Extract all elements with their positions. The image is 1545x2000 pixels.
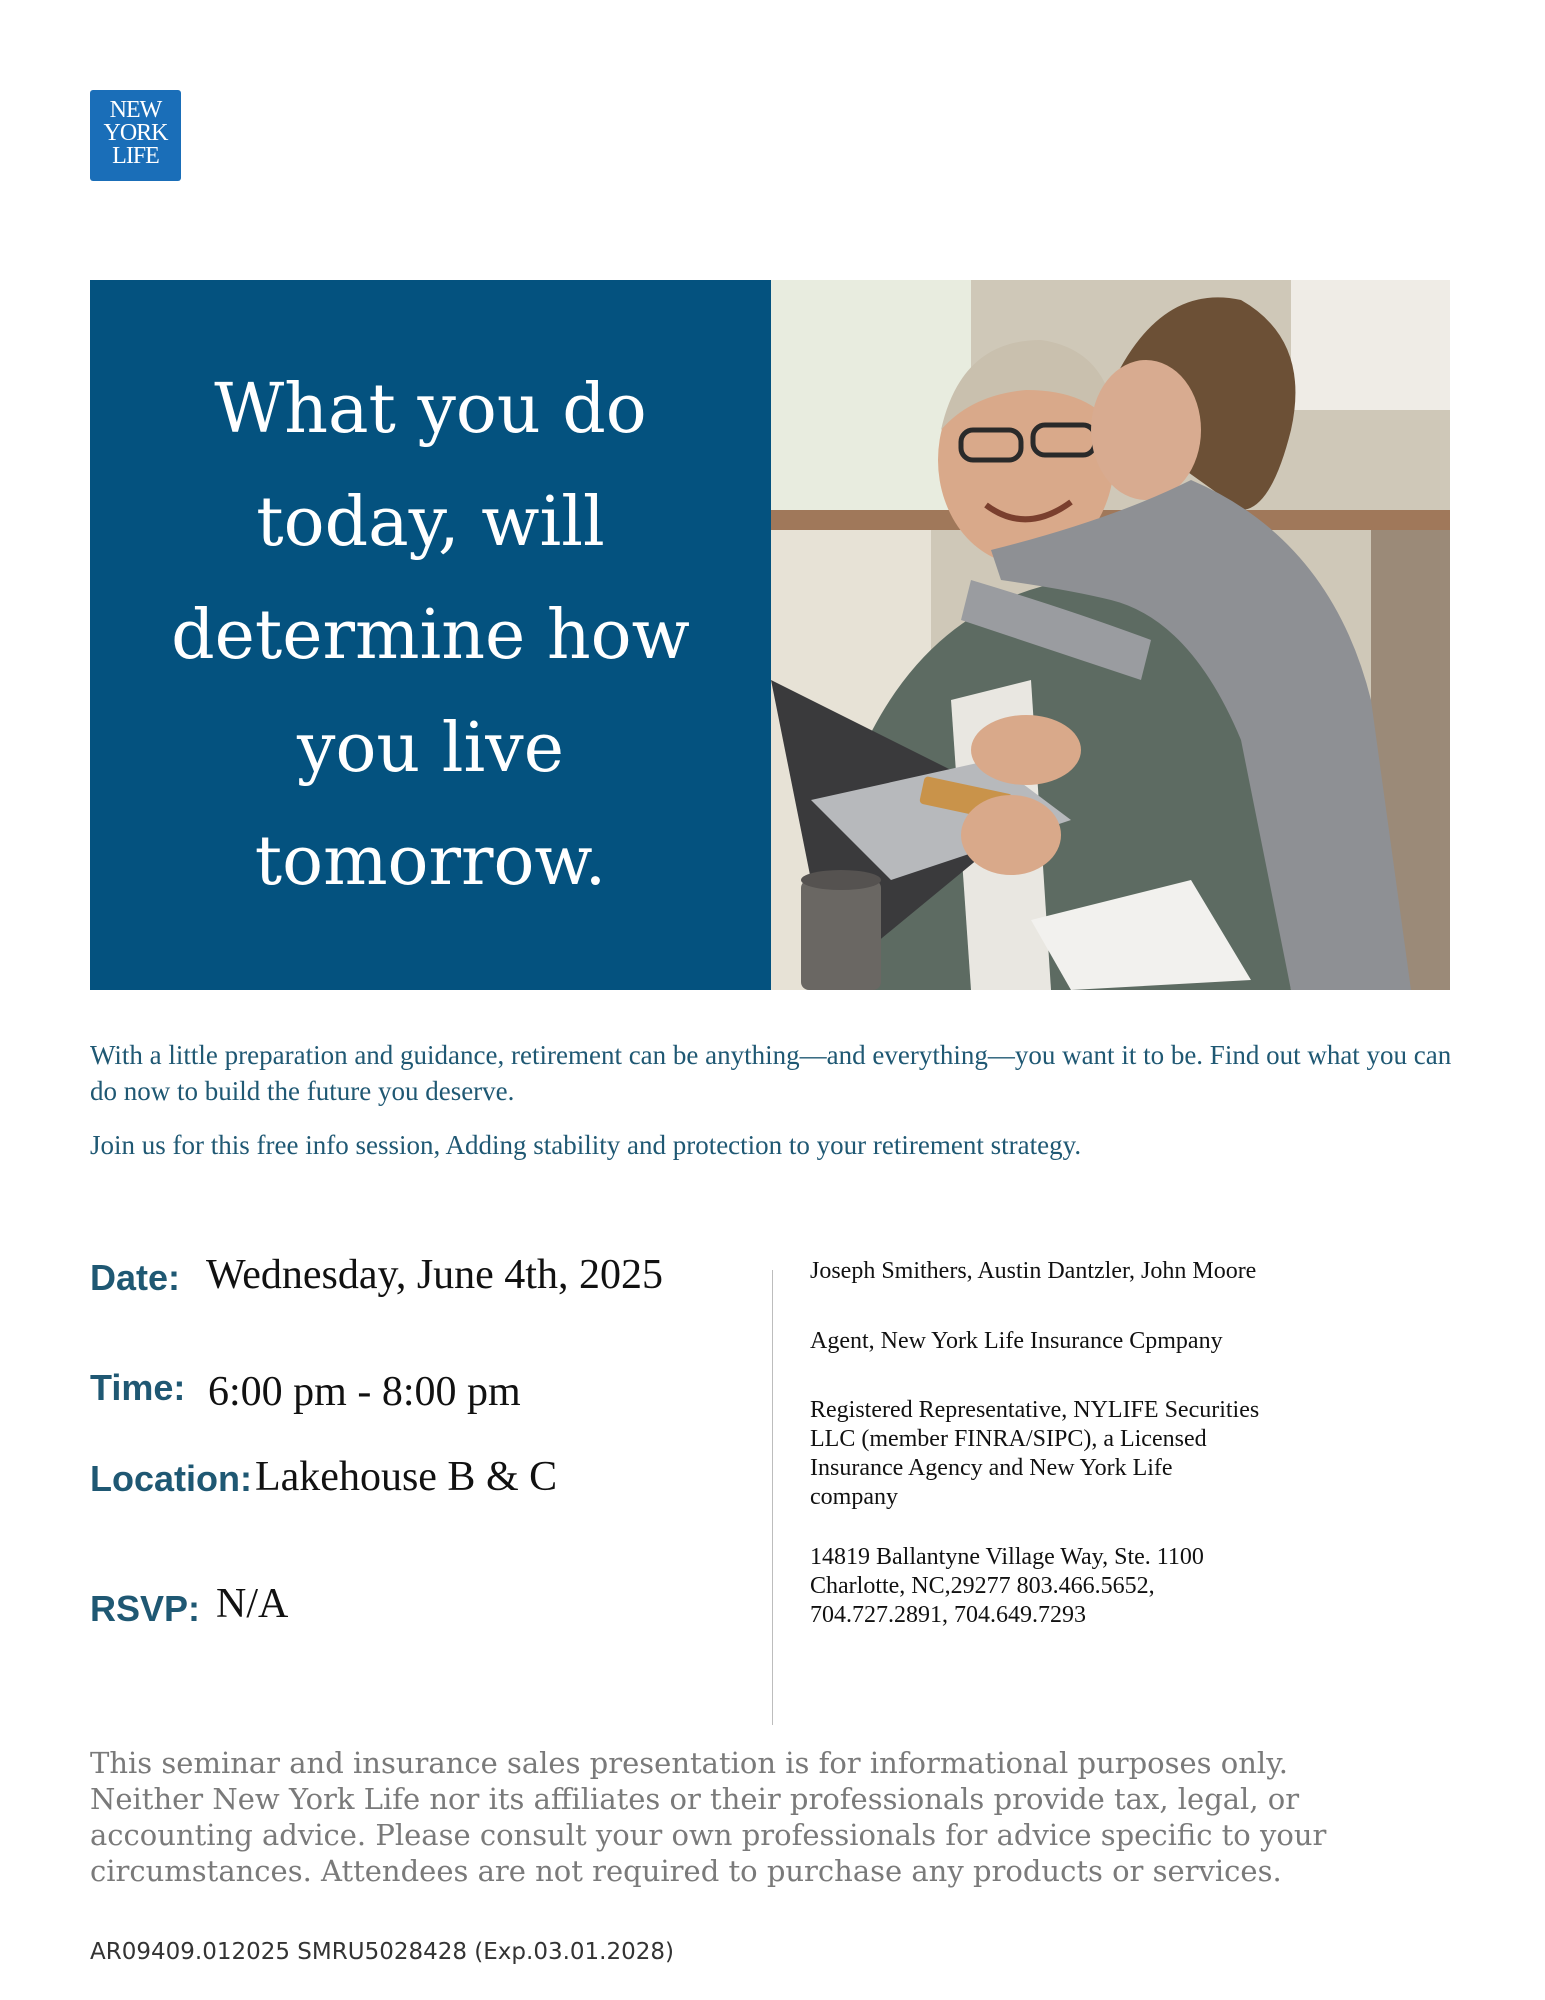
intro-section: [90, 1037, 1470, 1163]
agent-title: [810, 1327, 1370, 1356]
rsvp-label: RSVP:: [90, 1588, 201, 1629]
time-value: 6:00 pm - 8:00 pm: [208, 1369, 521, 1415]
logo-line-3: LIFE: [112, 143, 159, 169]
agent-title-text: Agent, New York Life Insurance Cpmpany: [810, 1328, 1223, 1354]
location-value: Lakehouse B & C: [255, 1454, 558, 1500]
rsvp-value: N/A: [216, 1581, 289, 1627]
agent-registration: [810, 1396, 1370, 1512]
agent-names-text: Joseph Smithers, Austin Dantzler, John Moore: [810, 1258, 1257, 1284]
agent-address-text: 14819 Ballantyne Village Way, Ste. 1100 Charlotte, NC,29277 803.466.5652, 704.727.2891, 704.649.7293: [810, 1544, 1204, 1628]
agent-names: [810, 1257, 1370, 1286]
intro-paragraph: With a little preparation and guidance, retirement can be anything—and everything—you want it to be. Find out what you can do now to build the future you deserve.: [90, 1040, 1452, 1106]
logo-line-1: NEW: [109, 97, 162, 123]
date-value: Wednesday, June 4th, 2025: [206, 1252, 663, 1298]
hero-photo: [771, 280, 1450, 990]
agent-address: [810, 1543, 1370, 1630]
invite-text: Join us for this free info session, Adding stability and protection to your retirement strategy.: [90, 1130, 1082, 1160]
agent-registration-text: Registered Representative, NYLIFE Securities LLC (member FINRA/SIPC), a Licensed Insurance Agency and New York Life company: [810, 1397, 1260, 1510]
hero-headline: What you do today, will determine how you live tomorrow.: [171, 369, 690, 901]
date-label: Date:: [90, 1257, 181, 1298]
location-label: Location:: [90, 1458, 252, 1499]
hero-panel: [90, 280, 771, 990]
vertical-divider: [772, 1270, 773, 1725]
couple-photo-illustration: [771, 280, 1450, 990]
new-york-life-logo: [90, 90, 181, 181]
disclaimer-text: This seminar and insurance sales presentation is for informational purposes only. Neither New York Life nor its affiliates or their professionals provide tax, legal, or accounting advice. Please consult your own professionals for advice specific to your circumstances. Attendees are not required to purchase any products or services.: [90, 1746, 1327, 1888]
time-label: Time:: [90, 1367, 186, 1408]
logo-line-2: YORK: [103, 120, 168, 146]
document-code: AR09409.012025 SMRU5028428 (Exp.03.01.2028): [90, 1939, 674, 1965]
